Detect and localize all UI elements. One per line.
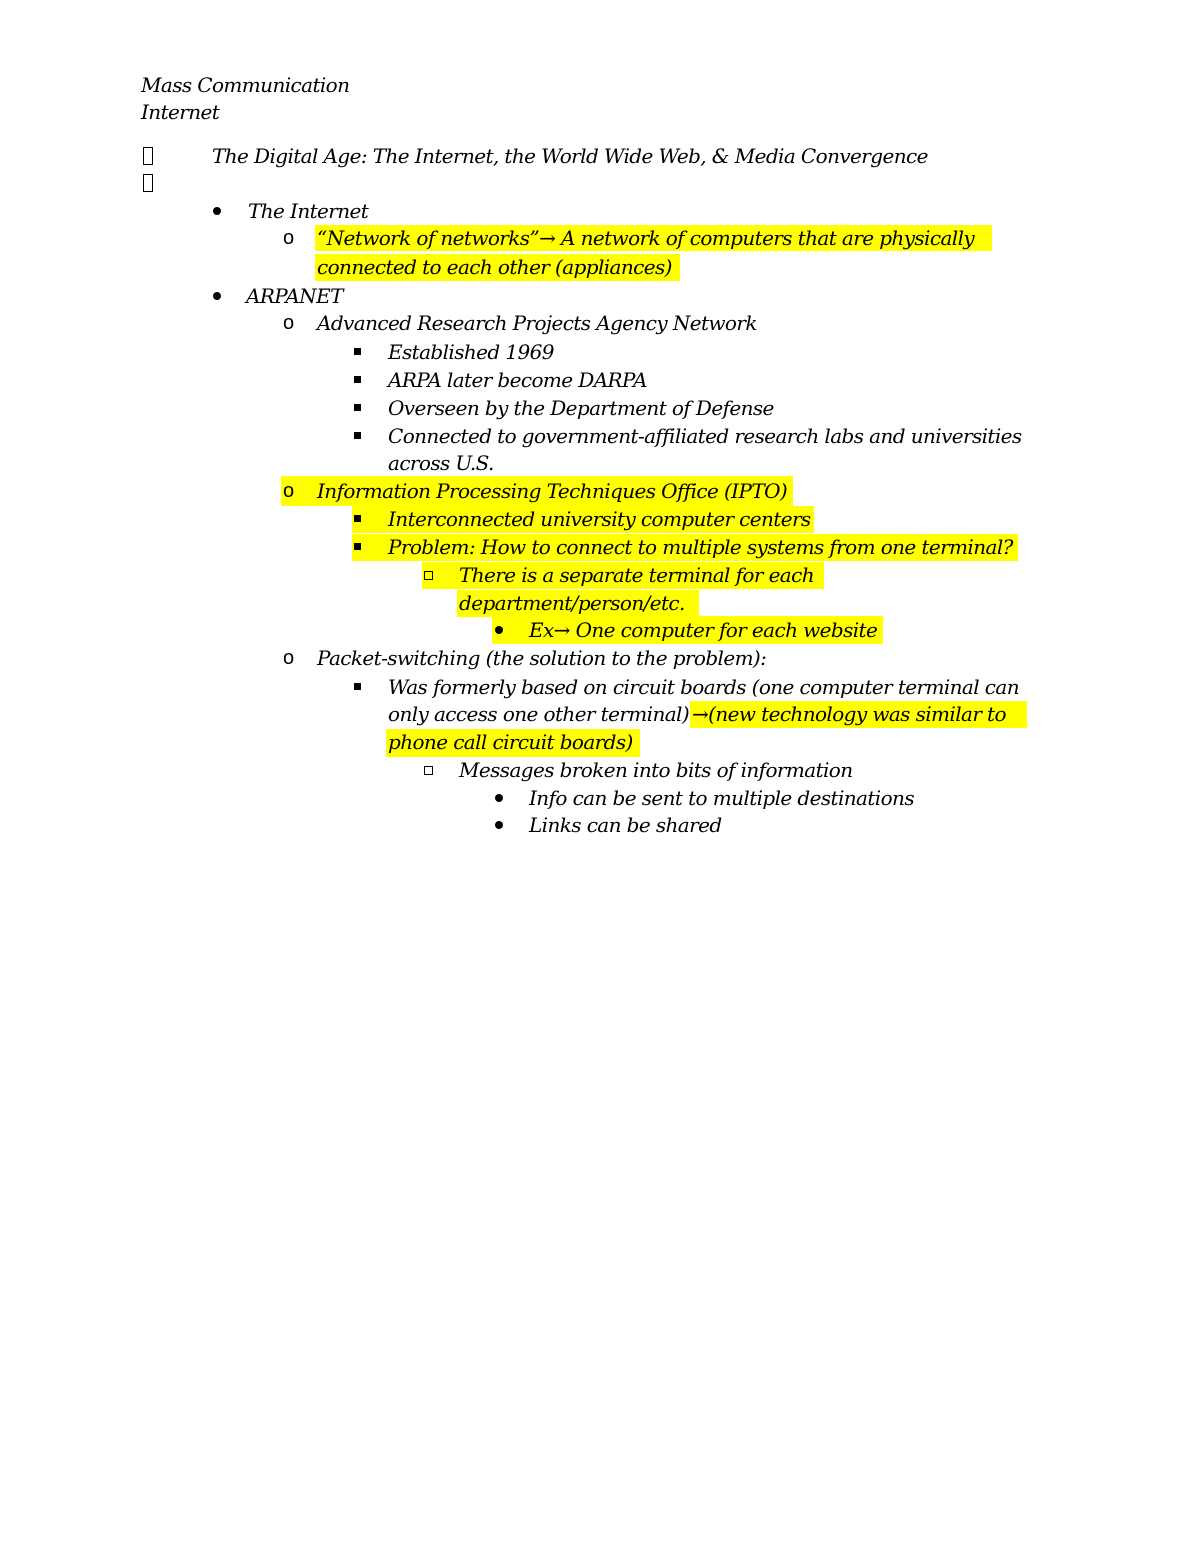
bullet-circle-icon: o xyxy=(283,227,295,249)
bullet-disc-icon xyxy=(213,292,221,300)
topic-title: Internet xyxy=(141,100,220,124)
bullet-disc-icon xyxy=(495,626,503,634)
packet-item-line-3: phone call circuit boards) xyxy=(388,730,633,754)
missing-glyph-icon xyxy=(143,174,153,192)
bullet-square-icon xyxy=(354,543,361,550)
bullet-square-icon xyxy=(354,348,361,355)
bullet-open-square-icon xyxy=(424,766,433,775)
item-the-internet: The Internet xyxy=(248,199,369,223)
section-heading: The Digital Age: The Internet, the World Wide Web, & Media Convergence xyxy=(212,144,928,168)
internet-definition-line-2: connected to each other (appliances) xyxy=(317,255,672,279)
missing-glyph-icon xyxy=(143,147,153,165)
internet-definition-line-1: “Network of networks”→ A network of computers that are physically xyxy=(317,226,975,250)
ipto-item-problem: Problem: How to connect to multiple systems from one terminal? xyxy=(388,535,1013,559)
bullet-circle-icon: o xyxy=(283,480,295,502)
ipto-example: Ex→ One computer for each website xyxy=(529,618,878,642)
fact-department: Overseen by the Department of Defense xyxy=(388,396,774,420)
bullet-disc-icon xyxy=(495,794,503,802)
packet-item-line-2b: →(new technology was similar to xyxy=(692,702,1006,726)
packet-sub: Messages broken into bits of information xyxy=(459,758,853,782)
bullet-square-icon xyxy=(354,376,361,383)
course-title: Mass Communication xyxy=(141,73,350,97)
bullet-disc-icon xyxy=(213,207,221,215)
fact-connected-line-2: across U.S. xyxy=(388,451,494,475)
bullet-open-square-icon xyxy=(424,571,433,580)
packet-item-line-1: Was formerly based on circuit boards (one computer terminal can xyxy=(388,675,1019,699)
ipto-sub-line-2: department/person/etc. xyxy=(459,591,685,615)
bullet-square-icon xyxy=(354,432,361,439)
ipto-sub-line-1: There is a separate terminal for each xyxy=(459,563,815,587)
packet-bullet-links: Links can be shared xyxy=(529,813,722,837)
bullet-square-icon xyxy=(354,404,361,411)
arpanet-full-name: Advanced Research Projects Agency Network xyxy=(317,311,757,335)
fact-connected-line-1: Connected to government-affiliated research labs and universities xyxy=(388,424,1022,448)
bullet-square-icon xyxy=(354,515,361,522)
item-arpanet: ARPANET xyxy=(246,284,343,308)
packet-label: Packet-switching (the solution to the problem): xyxy=(317,646,767,670)
bullet-square-icon xyxy=(354,683,361,690)
fact-darpa: ARPA later become DARPA xyxy=(388,368,647,392)
bullet-circle-icon: o xyxy=(283,312,295,334)
packet-item-line-2a: only access one other terminal) xyxy=(388,702,690,726)
fact-established: Established 1969 xyxy=(388,340,554,364)
ipto-label: Information Processing Techniques Office (IPTO) xyxy=(317,479,788,503)
bullet-disc-icon xyxy=(495,821,503,829)
bullet-circle-icon: o xyxy=(283,647,295,669)
ipto-item-centers: Interconnected university computer centers xyxy=(388,507,811,531)
packet-bullet-destinations: Info can be sent to multiple destinations xyxy=(529,786,914,810)
